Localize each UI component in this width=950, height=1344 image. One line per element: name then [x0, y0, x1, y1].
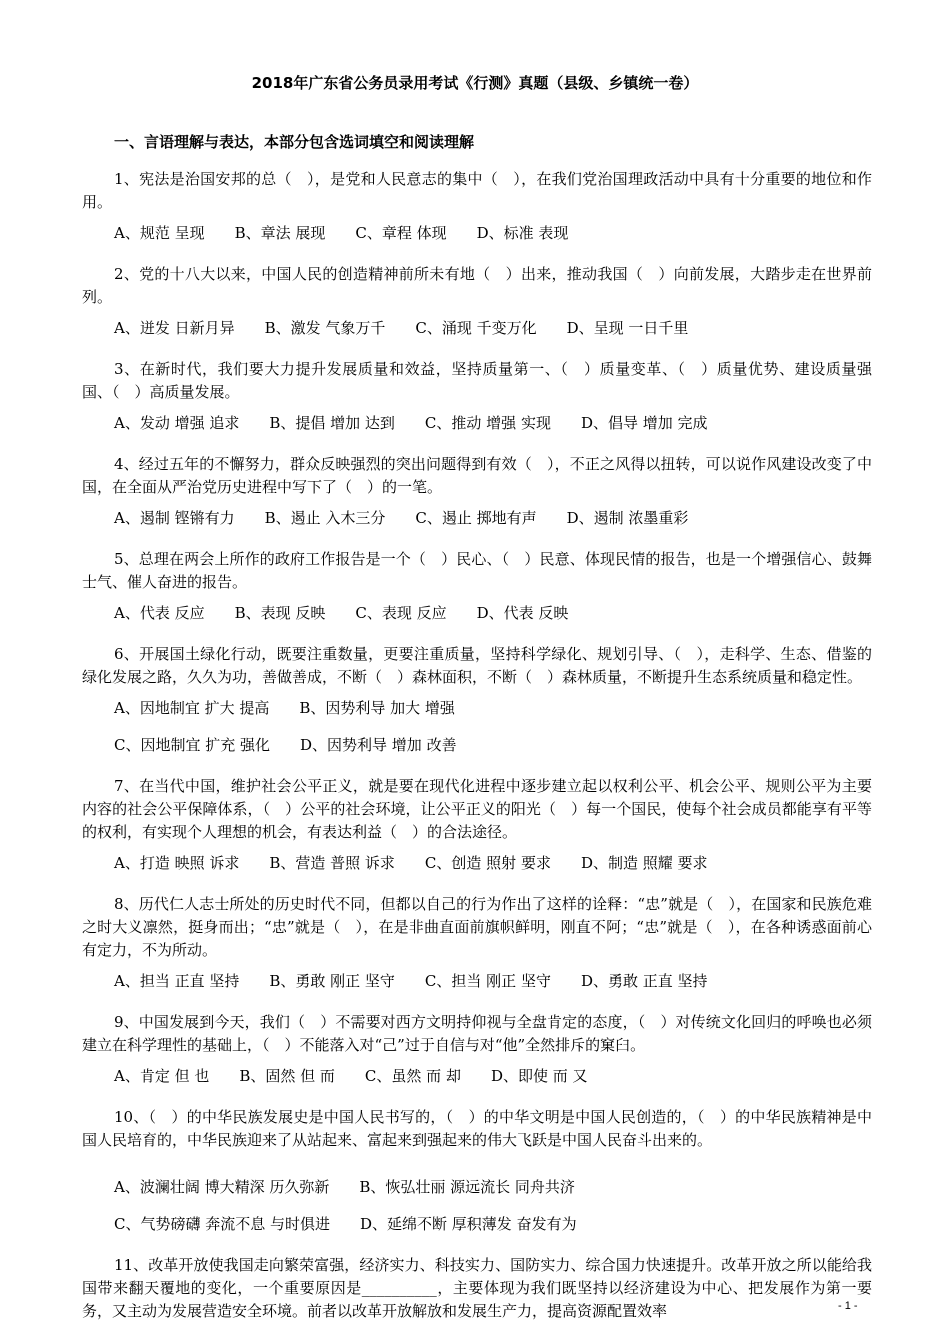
question-9 [82, 1011, 872, 1088]
question-stem: 8、历代仁人志士所处的历史时代不同，但都以自己的行为作出了这样的诠释：“忠”就是（ ），在国家和民族危难之时大义凛然，挺身而出；“忠”就是（ ），在是非曲直面前旗帜鲜明，刚直不阿；“忠”就是（ ），在各种诱惑面前心有定力，不为所动。 [82, 895, 872, 959]
question-8 [82, 893, 872, 993]
question-options: A、规范 呈现 B、章法 展现 C、章程 体现 D、标准 表现 [114, 224, 569, 242]
question-2 [82, 263, 872, 340]
document-title: 2018年广东省公务员录用考试《行测》真题（县级、乡镇统一卷） [251, 74, 699, 92]
section-heading: 一、言语理解与表达，本部分包含选词填空和阅读理解 [114, 133, 475, 151]
question-options: A、担当 正直 坚持 B、勇敢 刚正 坚守 C、担当 刚正 坚守 D、勇敢 正直 坚持 [114, 972, 708, 990]
question-options: C、因地制宜 扩充 强化 D、因势利导 增加 改善 [114, 736, 457, 754]
question-options: A、发动 增强 追求 B、提倡 增加 达到 C、推动 增强 实现 D、倡导 增加 完成 [114, 414, 708, 432]
question-options: C、气势磅礴 奔流不息 与时俱进 D、延绵不断 厚积薄发 奋发有为 [114, 1215, 577, 1233]
question-3 [82, 358, 872, 435]
question-11 [82, 1254, 872, 1323]
question-7 [82, 775, 872, 875]
question-stem: 9、中国发展到今天，我们（ ）不需要对西方文明持仰视与全盘肯定的态度，（ ）对传统文化回归的呼唤也必须建立在科学理性的基础上，（ ）不能落入对“己”过于自信与对“他”全然排斥的窠臼。 [82, 1013, 872, 1054]
question-stem: 10、（ ）的中华民族发展史是中国人民书写的，（ ）的中华文明是中国人民创造的，（ ）的中华民族精神是中国人民培育的，中华民族迎来了从站起来、富起来到强起来的伟大飞跃是中国人民奋斗出来的。 [82, 1108, 872, 1149]
question-options: A、代表 反应 B、表现 反映 C、表现 反应 D、代表 反映 [114, 604, 569, 622]
question-stem: 6、开展国土绿化行动，既要注重数量，更要注重质量，坚持科学绿化、规划引导、（ ），走科学、生态、借鉴的绿化发展之路，久久为功，善做善成，不断（ ）森林面积，不断（ ）森林质量，不断提升生态系统质量和稳定性。 [82, 645, 872, 686]
page-number: - 1 - [838, 1300, 858, 1312]
question-options: A、肯定 但 也 B、固然 但 而 C、虽然 而 却 D、即使 而 又 [114, 1067, 588, 1085]
question-1 [82, 168, 872, 245]
question-options: A、遏制 铿锵有力 B、遏止 入木三分 C、遏止 掷地有声 D、遏制 浓墨重彩 [114, 509, 689, 527]
question-6 [82, 643, 872, 757]
question-options: A、波澜壮阔 博大精深 历久弥新 B、恢弘壮丽 源远流长 同舟共济 [114, 1178, 575, 1196]
question-stem: 7、在当代中国，维护社会公平正义，就是要在现代化进程中逐步建立起以权利公平、机会公平、规则公平为主要内容的社会公平保障体系，（ ）公平的社会环境，让公平正义的阳光（ ）每一个国民，使每个社会成员都能享有平等的权利，有实现个人理想的机会，有表达利益（ ）的合法途径。 [82, 777, 872, 841]
question-stem: 5、总理在两会上所作的政府工作报告是一个（ ）民心、（ ）民意、体现民情的报告，也是一个增强信心、鼓舞士气、催人奋进的报告。 [82, 550, 872, 591]
question-options: A、打造 映照 诉求 B、营造 普照 诉求 C、创造 照射 要求 D、制造 照耀 要求 [114, 854, 708, 872]
question-4 [82, 453, 872, 530]
question-list [82, 168, 872, 1341]
question-stem: 2、党的十八大以来，中国人民的创造精神前所未有地（ ）出来，推动我国（ ）向前发展，大踏步走在世界前列。 [82, 265, 872, 306]
question-stem: 11、改革开放使我国走向繁荣富强，经济实力、科技实力、国防实力、综合国力快速提升。改革开放之所以能给我国带来翻天覆地的变化，一个重要原因是__________，主要体现为我们既坚持以经济建设为中心、把发展作为第一要务，又主动为发展营造安全环境。前者以改革开放解放和发展生产力，提高资源配置效率 [82, 1256, 872, 1320]
question-5 [82, 548, 872, 625]
question-options: A、迸发 日新月异 B、激发 气象万千 C、涌现 千变万化 D、呈现 一日千里 [114, 319, 689, 337]
question-stem: 1、宪法是治国安邦的总（ ），是党和人民意志的集中（ ），在我们党治国理政活动中具有十分重要的地位和作用。 [82, 170, 872, 211]
question-stem: 3、在新时代，我们要大力提升发展质量和效益，坚持质量第一、（ ）质量变革、（ ）质量优势、建设质量强国、（ ）高质量发展。 [82, 360, 872, 401]
question-options: A、因地制宜 扩大 提高 B、因势利导 加大 增强 [114, 699, 455, 717]
question-stem: 4、经过五年的不懈努力，群众反映强烈的突出问题得到有效（ ），不正之风得以扭转，可以说作风建设改变了中国，在全面从严治党历史进程中写下了（ ）的一笔。 [82, 455, 872, 496]
question-10 [82, 1106, 872, 1236]
